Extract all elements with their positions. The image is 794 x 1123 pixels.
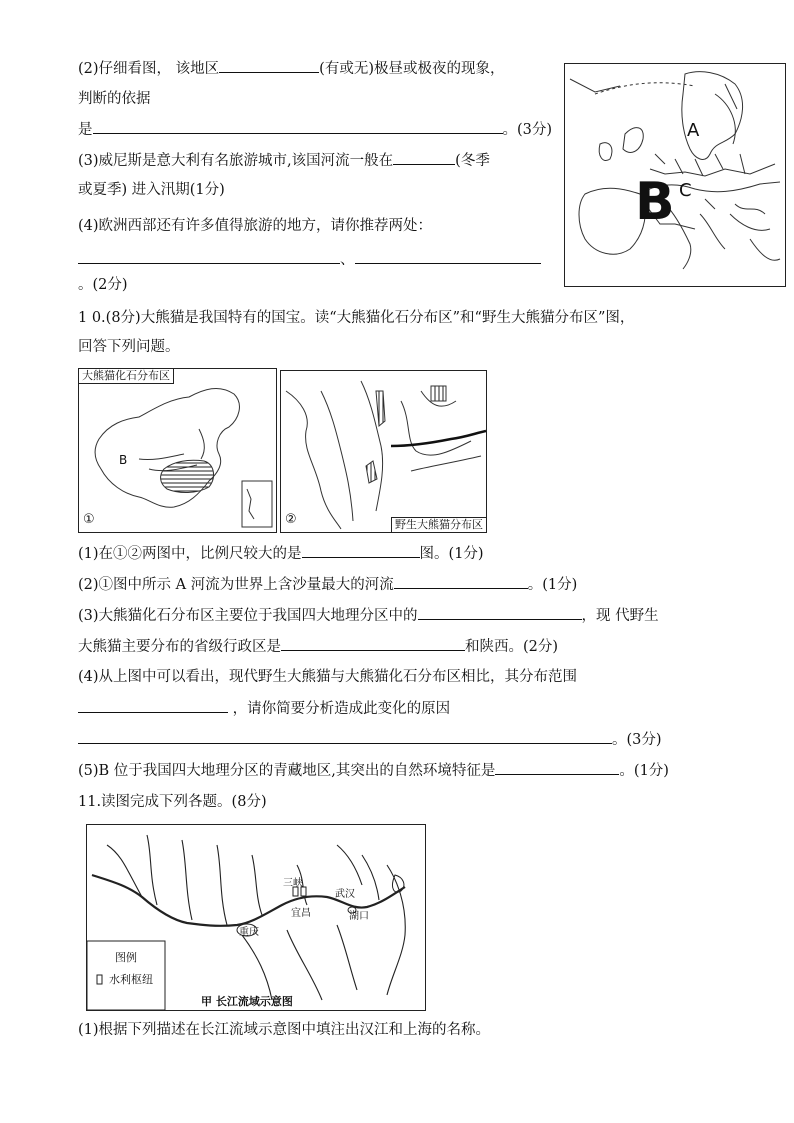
yangtze-city-sanxia: 三峡	[283, 878, 303, 889]
europe-label-c: C	[679, 180, 692, 201]
q10-p4-blank2[interactable]	[78, 729, 612, 744]
q10-p5: (5)B 位于我国四大地理分区的青藏地区,其突出的自然环境特征是 。(1分)	[78, 760, 669, 781]
europe-label-a: A	[687, 120, 700, 141]
q9-p4-line1: (4)欧洲西部还有许多值得旅游的地方，请你推荐两处：	[78, 218, 433, 234]
wild-panda-map	[280, 370, 487, 533]
europe-label-b: B	[635, 172, 675, 232]
q10-p4-blank1[interactable]	[78, 698, 228, 713]
europe-map-drawing	[565, 64, 785, 286]
q9-p4-line3: 。(2分)	[78, 277, 128, 293]
q10-p2: (2)①图中所示 A 河流为世界上含沙量最大的河流 。(1分)	[78, 574, 577, 595]
q10-p4-line3: 。(3分)	[78, 729, 662, 750]
fossil-map-label-b: B	[119, 453, 128, 467]
q10-intro-line2: 回答下列问题。	[78, 339, 180, 355]
q10-p3-line1: (3)大熊猫化石分布区主要位于我国四大地理分区中的 ，现 代野生	[78, 605, 659, 626]
wild-map-number: ②	[285, 512, 297, 527]
q10-p3-line2: 大熊猫主要分布的省级行政区是 和陕西。(2分)	[78, 636, 558, 657]
q9-p3-blank[interactable]	[393, 150, 455, 165]
q10-p2-blank[interactable]	[394, 574, 528, 589]
europe-map	[564, 63, 786, 287]
q9-p2-blank1[interactable]	[219, 58, 319, 73]
fossil-map-title: 大熊猫化石分布区	[79, 369, 174, 384]
q11-intro: 11.读图完成下列各题。(8分)	[78, 794, 267, 810]
q9-p4-blank1[interactable]	[78, 249, 340, 264]
yangtze-legend-title: 图例	[115, 951, 137, 964]
q10-p3-blank1[interactable]	[418, 605, 582, 620]
q10-p5-blank[interactable]	[495, 760, 619, 775]
q10-p1: (1)在①②两图中，比例尺较大的是 图。(1分)	[78, 543, 484, 564]
wild-map-title: 野生大熊猫分布区	[391, 517, 486, 532]
q9-p3-line2: 或夏季) 进入汛期(1分)	[78, 182, 225, 198]
wild-panda-map-drawing	[281, 371, 486, 532]
panda-fossil-map-drawing	[79, 369, 276, 532]
yangtze-map	[86, 824, 426, 1011]
yangtze-city-wuhan: 武汉	[335, 889, 355, 900]
q9-p2-line2: 判断的依据	[78, 91, 151, 107]
yangtze-city-yichang: 宜昌	[291, 908, 311, 919]
panda-fossil-map	[78, 368, 277, 533]
fossil-map-number: ①	[83, 512, 95, 527]
q10-p3-blank2[interactable]	[281, 636, 465, 651]
q9-p2-blank2[interactable]	[93, 119, 503, 134]
q9-p2-line1: (2)仔细看图， 该地区 (有或无)极昼或极夜的现象，	[78, 58, 504, 79]
yangtze-city-hukou: 湖口	[349, 911, 369, 922]
q10-p4-line1: (4)从上图中可以看出，现代野生大熊猫与大熊猫化石分布区相比，其分布范围	[78, 669, 578, 685]
yangtze-city-chongqing: 重庆	[239, 927, 259, 938]
q10-p4-line2: ，请你简要分析造成此变化的原因	[78, 698, 450, 719]
yangtze-legend-item: 水利枢纽	[109, 973, 153, 986]
q10-intro-line1: 1 0.(8分)大熊猫是我国特有的国宝。读“大熊猫化石分布区”和“野生大熊猫分布区”图，	[78, 310, 635, 326]
q9-p4-blank2[interactable]	[355, 249, 541, 264]
yangtze-map-caption: 甲 长江流域示意图	[201, 995, 293, 1008]
q9-p3-line1: (3)威尼斯是意大利有名旅游城市,该国河流一般在 (冬季	[78, 150, 490, 171]
q9-p2-line3: 是 。(3分)	[78, 119, 552, 140]
q10-p1-blank[interactable]	[302, 543, 420, 558]
q11-p1: (1)根据下列描述在长江流域示意图中填注出汉江和上海的名称。	[78, 1022, 491, 1038]
q9-p4-line2: 、	[78, 249, 541, 270]
